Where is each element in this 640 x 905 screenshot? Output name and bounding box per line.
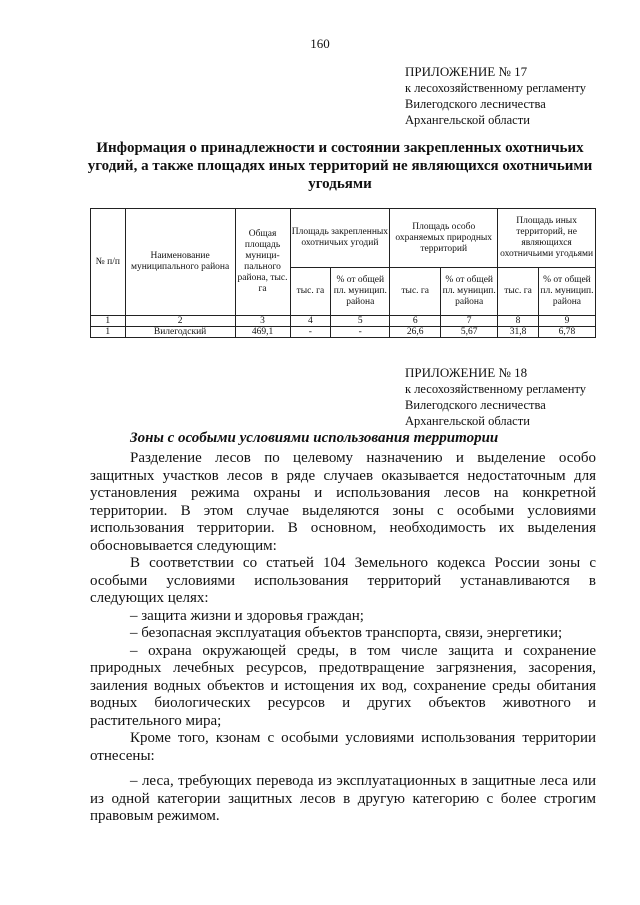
table-cell: 6,78 [538,327,595,338]
header-ths-ha: тыс. га [498,268,539,316]
column-number: 9 [538,316,595,327]
header-pct: % от общей пл. муницип. района [331,268,390,316]
header-ths-ha: тыс. га [290,268,331,316]
header-num: № п/п [91,209,126,316]
column-number: 3 [235,316,290,327]
list-item: – безопасная эксплуатация объектов транспорта, связи, энергетики; [130,625,563,641]
table-cell: Вилегодский [125,327,235,338]
appendix-line: Архангельской области [405,113,530,127]
header-pct: % от общей пл. муницип. района [441,268,498,316]
appendix-title: ПРИЛОЖЕНИЕ № 17 [405,64,528,79]
header-ths-ha: тыс. га [390,268,441,316]
table-cell: 1 [91,327,126,338]
appendix-line: к лесохозяйственному регламенту [405,81,587,95]
hunting-lands-table [90,208,596,338]
column-number: 8 [498,316,539,327]
appendix-title: ПРИЛОЖЕНИЕ № 18 [405,365,528,380]
list-item: – охрана окружающей среды, в том числе защита и сохранение природных лечебных ресурсов, предотвращение загрязнения, засорения, заиления водных объектов и истощения их вод, сохранение среды обитания водных биологических ресурсов и других объектов животного и растительного мира; [90,642,596,729]
column-number-row [91,316,596,327]
body-text [90,450,596,826]
table-row [91,327,596,338]
column-number: 2 [125,316,235,327]
paragraph: Разделение лесов по целевому назначению и выделение особо защитных участков лесов в ряде случаев оказывается недостаточным для установления режима охраны и использования лесов на конкретной территории. В этом случае выделяются зоны с особыми условиями использования территории. В основном, необходимость их выделения обосновывается следующим: [90,450,596,554]
column-number: 6 [390,316,441,327]
appendix-line: Вилегодского лесничества [405,97,546,111]
header-area: Общая площадь муници-пального района, тыс. га [235,209,290,316]
table-cell: 5,67 [441,327,498,338]
appendix-line: Архангельской области [405,414,530,428]
paragraph: Кроме того, кзонам с особыми условиями использования территории отнесены: [90,730,596,764]
table-title: Информация о принадлежности и состоянии закрепленных охотничьих угодий, а также площадях иных территорий не являющихся охотничьими угодьями [87,140,593,192]
table-cell: 469,1 [235,327,290,338]
page-number: 160 [310,36,330,51]
column-number: 5 [331,316,390,327]
list-item: – леса, требующих перевода из эксплуатационных в защитные леса или из одной категории защитных лесов в другую категорию с более строгим правовым режимом. [90,773,596,824]
header-other: Площадь иных территорий, не являющихся охотничьими угодьями [498,209,596,268]
table-cell: 26,6 [390,327,441,338]
table-cell: - [290,327,331,338]
table-cell: - [331,327,390,338]
header-name: Наименование муниципального района [125,209,235,316]
appendix-17-header [405,64,586,128]
header-hunting: Площадь закрепленных охотничьих угодий [290,209,390,268]
appendix-line: Вилегодского лесничества [405,398,546,412]
column-number: 1 [91,316,126,327]
paragraph: В соответствии со статьей 104 Земельного кодекса России зоны с особыми условиями использования территорий устанавливаются в следующих целях: [90,555,596,606]
column-number: 4 [290,316,331,327]
section-title: Зоны с особыми условиями использования территории [130,430,499,446]
column-number: 7 [441,316,498,327]
header-pct: % от общей пл. муницип. района [538,268,595,316]
list-item: – защита жизни и здоровья граждан; [130,607,364,624]
appendix-18-header [405,365,586,429]
header-protected: Площадь особо охраняемых природных территорий [390,209,498,268]
appendix-line: к лесохозяйственному регламенту [405,382,587,396]
table-cell: 31,8 [498,327,539,338]
